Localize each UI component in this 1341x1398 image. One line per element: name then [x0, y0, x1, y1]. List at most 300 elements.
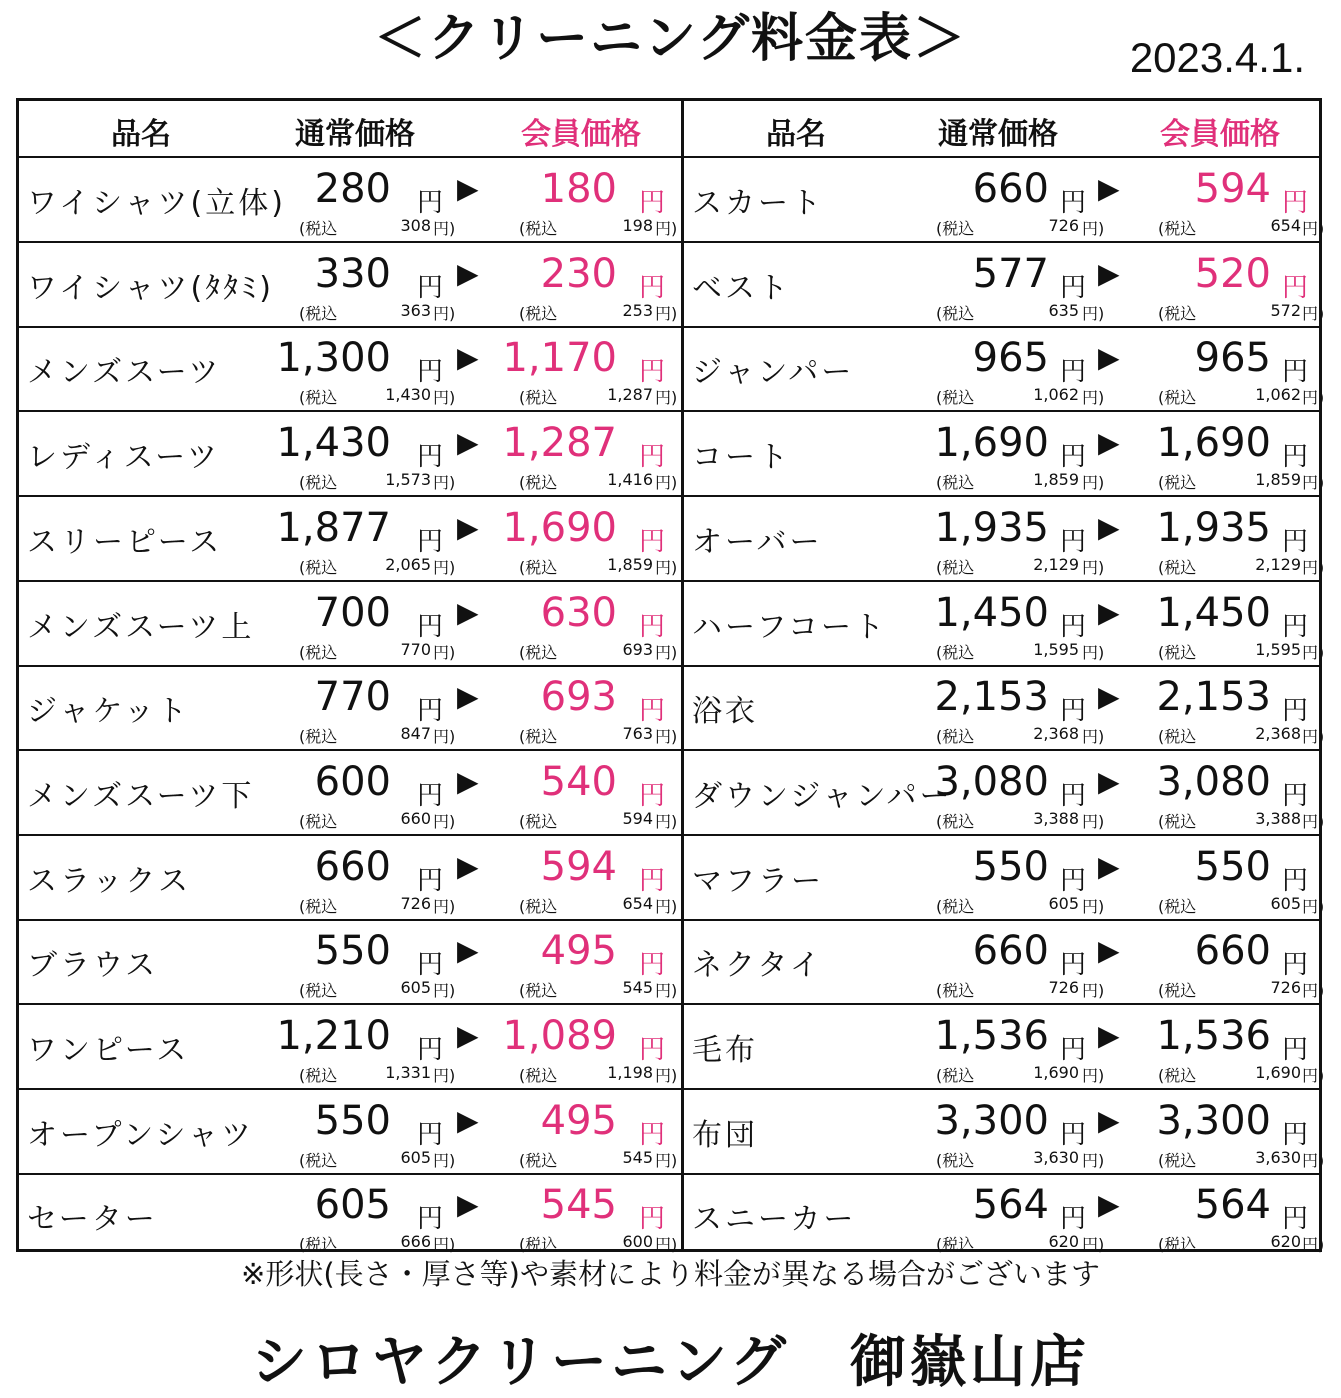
member-price-tax-included: 2,368: [1255, 724, 1301, 744]
item-name: スニーカー: [692, 1202, 857, 1238]
member-price: 495: [540, 1097, 617, 1144]
yen-unit: 円: [639, 272, 666, 303]
member-price: 1,690: [1156, 420, 1271, 467]
tax-suffix: 円): [433, 1150, 456, 1170]
yen-unit: 円: [639, 526, 666, 557]
tax-suffix: 円): [433, 642, 456, 662]
yen-unit: 円: [1060, 950, 1087, 981]
yen-unit: 円: [1060, 188, 1087, 218]
item-name: メンズスーツ下: [27, 778, 255, 814]
tax-prefix: (税込: [1158, 388, 1197, 408]
yen-unit: 円: [1060, 696, 1087, 727]
tax-suffix: 円): [1302, 811, 1325, 831]
member-price-tax-included: 1,595: [1255, 639, 1301, 659]
arrow-icon: ▶: [457, 595, 479, 629]
arrow-icon: ▶: [1098, 1103, 1120, 1137]
member-price: 965: [1194, 335, 1271, 382]
yen-unit: 円: [1282, 272, 1309, 303]
member-price: 630: [540, 589, 617, 636]
normal-price: 577: [972, 250, 1049, 297]
tax-prefix: (税込: [519, 473, 558, 493]
normal-price: 1,450: [934, 589, 1049, 636]
tax-suffix: 円): [433, 1235, 456, 1255]
item-name: ジャケット: [27, 694, 190, 730]
table-row: [19, 836, 681, 921]
item-name: セーター: [27, 1202, 158, 1238]
arrow-icon: ▶: [1098, 510, 1120, 544]
member-price-tax-included: 605: [1270, 893, 1301, 913]
normal-price: 1,430: [276, 420, 391, 467]
yen-unit: 円: [1060, 1035, 1087, 1065]
tax-suffix: 円): [433, 727, 456, 747]
yen-unit: 円: [1282, 1035, 1309, 1065]
normal-price: 1,536: [934, 1013, 1049, 1059]
tax-prefix: (税込: [1158, 896, 1197, 916]
tax-suffix: 円): [1302, 981, 1325, 1001]
yen-unit: 円: [1060, 272, 1087, 303]
member-price: 180: [540, 166, 617, 212]
yen-unit: 円: [1282, 696, 1309, 727]
yen-unit: 円: [417, 1035, 444, 1065]
normal-price: 550: [314, 928, 391, 975]
tax-prefix: (税込: [936, 473, 975, 493]
item-name: メンズスーツ: [27, 355, 222, 391]
tax-suffix: 円): [433, 219, 456, 238]
member-price-tax-included: 620: [1270, 1232, 1301, 1252]
tax-prefix: (税込: [519, 811, 558, 831]
table-row: [684, 412, 1325, 497]
normal-price-tax-included: 620: [1048, 1232, 1079, 1252]
item-name: ワンピース: [27, 1033, 190, 1068]
tax-prefix: (税込: [936, 219, 975, 238]
normal-price-tax-included: 605: [400, 1147, 431, 1167]
yen-unit: 円: [417, 442, 444, 473]
member-price-tax-included: 763: [622, 724, 653, 744]
tax-prefix: (税込: [299, 219, 338, 238]
tax-prefix: (税込: [936, 642, 975, 662]
item-name: ブラウス: [27, 948, 159, 984]
tax-suffix: 円): [1302, 896, 1325, 916]
member-price: 3,080: [1156, 758, 1271, 805]
table-row: [684, 666, 1325, 751]
yen-unit: 円: [1282, 442, 1309, 473]
yen-unit: 円: [417, 696, 444, 727]
member-price-tax-included: 3,630: [1255, 1147, 1301, 1167]
normal-price: 660: [972, 166, 1049, 212]
table-row: [684, 327, 1325, 412]
member-price-tax-included: 1,690: [1255, 1063, 1301, 1082]
price-table: [16, 98, 1325, 1255]
tax-prefix: (税込: [519, 981, 558, 1001]
table-row: [684, 1090, 1325, 1175]
item-name: マフラー: [692, 863, 824, 899]
normal-price: 3,080: [934, 758, 1049, 805]
tax-prefix: (税込: [1158, 219, 1197, 238]
tax-prefix: (税込: [299, 303, 338, 323]
item-name: 毛布: [692, 1033, 758, 1068]
yen-unit: 円: [1282, 780, 1309, 811]
tax-suffix: 円): [1082, 811, 1105, 831]
table-row: [19, 920, 681, 1005]
tax-prefix: (税込: [936, 981, 975, 1001]
normal-price-tax-included: 363: [400, 300, 431, 320]
table-row: [684, 497, 1325, 582]
tax-prefix: (税込: [519, 1066, 558, 1085]
yen-unit: 円: [417, 1119, 444, 1150]
member-price-tax-included: 1,859: [1255, 470, 1301, 490]
tax-suffix: 円): [1302, 1066, 1325, 1085]
tax-suffix: 円): [655, 1235, 678, 1255]
arrow-icon: ▶: [457, 426, 479, 460]
tax-suffix: 円): [1302, 219, 1325, 238]
tax-prefix: (税込: [1158, 1150, 1197, 1170]
normal-price: 550: [314, 1097, 391, 1144]
tax-prefix: (税込: [1158, 473, 1197, 493]
table-row: [19, 751, 681, 836]
tax-prefix: (税込: [299, 388, 338, 408]
tax-prefix: (税込: [519, 1235, 558, 1255]
normal-price: 660: [972, 928, 1049, 975]
yen-unit: 円: [639, 865, 666, 896]
member-price-tax-included: 1,859: [607, 554, 653, 574]
member-price-tax-included: 545: [622, 978, 653, 998]
tax-prefix: (税込: [1158, 642, 1197, 662]
tax-prefix: (税込: [519, 1150, 558, 1170]
table-row: [19, 327, 681, 412]
normal-price-tax-included: 1,331: [385, 1063, 431, 1082]
tax-prefix: (税込: [519, 557, 558, 577]
member-price: 594: [540, 843, 617, 890]
tax-prefix: (税込: [1158, 727, 1197, 747]
arrow-icon: ▶: [457, 341, 479, 375]
header-normal-price: 通常価格: [295, 117, 415, 152]
normal-price-tax-included: 847: [400, 724, 431, 744]
pricing-note: ※形状(長さ・厚さ等)や素材により料金が異なる場合がございます: [241, 1257, 1100, 1291]
normal-price: 700: [314, 589, 391, 636]
yen-unit: 円: [1060, 357, 1087, 388]
tax-prefix: (税込: [299, 1235, 338, 1255]
tax-suffix: 円): [655, 1150, 678, 1170]
tax-suffix: 円): [655, 1066, 678, 1085]
member-price-tax-included: 1,198: [607, 1063, 653, 1082]
header-member-price: 会員価格: [1160, 117, 1280, 152]
member-price: 1,935: [1156, 504, 1271, 551]
member-price: 230: [540, 250, 617, 297]
tax-suffix: 円): [655, 811, 678, 831]
yen-unit: 円: [639, 780, 666, 811]
normal-price: 1,877: [276, 504, 391, 551]
tax-suffix: 円): [433, 896, 456, 916]
item-name: オープンシャツ: [27, 1117, 254, 1153]
tax-suffix: 円): [1082, 557, 1105, 577]
tax-prefix: (税込: [299, 1150, 338, 1170]
member-price-tax-included: 572: [1270, 300, 1301, 320]
arrow-icon: ▶: [457, 680, 479, 714]
effective-date: 2023.4.1.: [1129, 34, 1305, 81]
tax-prefix: (税込: [936, 727, 975, 747]
normal-price-tax-included: 308: [400, 216, 431, 235]
yen-unit: 円: [639, 357, 666, 388]
tax-suffix: 円): [655, 727, 678, 747]
arrow-icon: ▶: [1098, 680, 1120, 714]
arrow-icon: ▶: [1098, 595, 1120, 629]
yen-unit: 円: [639, 611, 666, 642]
tax-suffix: 円): [1082, 473, 1105, 493]
item-name: スカート: [692, 186, 824, 221]
member-price: 545: [540, 1182, 617, 1229]
tax-suffix: 円): [655, 981, 678, 1001]
member-price: 1,690: [502, 504, 617, 551]
table-row: [19, 412, 681, 497]
tax-prefix: (税込: [1158, 557, 1197, 577]
header-normal-price: 通常価格: [938, 117, 1058, 152]
normal-price-tax-included: 1,595: [1033, 639, 1079, 659]
table-row: [684, 1174, 1325, 1259]
tax-suffix: 円): [1302, 727, 1325, 747]
tax-prefix: (税込: [936, 1235, 975, 1255]
yen-unit: 円: [417, 865, 444, 896]
normal-price-tax-included: 2,368: [1033, 724, 1079, 744]
yen-unit: 円: [1060, 1204, 1087, 1235]
tax-prefix: (税込: [299, 1066, 338, 1085]
member-price-tax-included: 545: [622, 1147, 653, 1167]
tax-suffix: 円): [1302, 303, 1325, 323]
normal-price: 2,153: [934, 674, 1049, 721]
yen-unit: 円: [1060, 780, 1087, 811]
tax-prefix: (税込: [936, 1066, 975, 1085]
member-price-tax-included: 1,287: [607, 385, 653, 405]
table-row: [19, 1174, 681, 1259]
tax-suffix: 円): [1082, 303, 1105, 323]
member-price-tax-included: 2,129: [1255, 554, 1301, 574]
table-row: [684, 836, 1325, 921]
tax-suffix: 円): [1082, 981, 1105, 1001]
item-name: スリーピース: [27, 524, 223, 560]
tax-prefix: (税込: [299, 727, 338, 747]
item-name: オーバー: [692, 524, 823, 560]
table-row: [19, 497, 681, 582]
yen-unit: 円: [417, 1204, 444, 1235]
item-name: ワイシャツ(立体): [27, 186, 286, 221]
yen-unit: 円: [1060, 611, 1087, 642]
member-price-tax-included: 198: [622, 216, 653, 235]
item-name: 布団: [692, 1117, 758, 1153]
member-price: 1,536: [1156, 1013, 1271, 1059]
yen-unit: 円: [639, 1035, 666, 1065]
yen-unit: 円: [1282, 1204, 1309, 1235]
yen-unit: 円: [639, 442, 666, 473]
tax-suffix: 円): [1302, 1235, 1325, 1255]
tax-prefix: (税込: [299, 981, 338, 1001]
normal-price: 1,690: [934, 420, 1049, 467]
yen-unit: 円: [639, 188, 666, 218]
yen-unit: 円: [1060, 526, 1087, 557]
yen-unit: 円: [1282, 526, 1309, 557]
tax-suffix: 円): [655, 642, 678, 662]
tax-suffix: 円): [1302, 642, 1325, 662]
member-price: 495: [540, 928, 617, 975]
normal-price-tax-included: 1,859: [1033, 470, 1079, 490]
item-name: 浴衣: [692, 694, 758, 730]
yen-unit: 円: [1282, 357, 1309, 388]
tax-suffix: 円): [1302, 388, 1325, 408]
page-title: ＜クリーニング料金表＞: [374, 9, 967, 69]
normal-price: 3,300: [934, 1097, 1049, 1144]
tax-prefix: (税込: [1158, 1066, 1197, 1085]
normal-price-tax-included: 1,430: [385, 385, 431, 405]
item-name: ダウンジャンパー: [692, 778, 953, 814]
yen-unit: 円: [417, 950, 444, 981]
tax-prefix: (税込: [519, 388, 558, 408]
normal-price-tax-included: 2,065: [385, 554, 431, 574]
tax-suffix: 円): [1082, 388, 1105, 408]
header-item-name: 品名: [111, 117, 171, 152]
item-name: ネクタイ: [692, 948, 823, 984]
tax-suffix: 円): [1082, 896, 1105, 916]
item-name: ハーフコート: [692, 609, 887, 645]
tax-prefix: (税込: [519, 896, 558, 916]
yen-unit: 円: [417, 188, 444, 218]
tax-suffix: 円): [655, 473, 678, 493]
table-row: [684, 1005, 1325, 1090]
member-price: 540: [540, 758, 617, 805]
tax-suffix: 円): [655, 219, 678, 238]
normal-price: 280: [314, 166, 391, 212]
item-name: スラックス: [27, 863, 192, 899]
yen-unit: 円: [417, 780, 444, 811]
normal-price: 330: [314, 250, 391, 297]
tax-prefix: (税込: [299, 473, 338, 493]
tax-suffix: 円): [1082, 1235, 1105, 1255]
normal-price-tax-included: 3,388: [1033, 808, 1079, 828]
tax-prefix: (税込: [936, 303, 975, 323]
table-row: [684, 582, 1325, 667]
yen-unit: 円: [1282, 865, 1309, 896]
yen-unit: 円: [1060, 1119, 1087, 1150]
member-price-tax-included: 726: [1270, 978, 1301, 998]
yen-unit: 円: [639, 1204, 666, 1235]
yen-unit: 円: [417, 272, 444, 303]
table-row: [19, 158, 681, 243]
arrow-icon: ▶: [1098, 849, 1120, 883]
tax-prefix: (税込: [519, 727, 558, 747]
table-row: [19, 666, 681, 751]
member-price-tax-included: 693: [622, 639, 653, 659]
arrow-icon: ▶: [457, 172, 479, 205]
member-price-tax-included: 3,388: [1255, 808, 1301, 828]
arrow-icon: ▶: [457, 1103, 479, 1137]
yen-unit: 円: [639, 696, 666, 727]
tax-suffix: 円): [433, 1066, 456, 1085]
member-price-tax-included: 1,416: [607, 470, 653, 490]
table-header-left: [19, 101, 681, 158]
normal-price-tax-included: 3,630: [1033, 1147, 1079, 1167]
arrow-icon: ▶: [457, 1019, 479, 1052]
tax-suffix: 円): [433, 388, 456, 408]
arrow-icon: ▶: [1098, 764, 1120, 798]
arrow-icon: ▶: [457, 510, 479, 544]
yen-unit: 円: [417, 526, 444, 557]
normal-price: 660: [314, 843, 391, 890]
arrow-icon: ▶: [1098, 426, 1120, 460]
arrow-icon: ▶: [1098, 341, 1120, 375]
tax-prefix: (税込: [519, 642, 558, 662]
normal-price-tax-included: 726: [1048, 978, 1079, 998]
member-price: 550: [1194, 843, 1271, 890]
member-price: 1,170: [502, 335, 617, 382]
header-item-name: 品名: [766, 117, 826, 152]
member-price-tax-included: 654: [622, 893, 653, 913]
tax-suffix: 円): [655, 557, 678, 577]
member-price-tax-included: 654: [1270, 216, 1301, 235]
tax-suffix: 円): [655, 388, 678, 408]
normal-price: 965: [972, 335, 1049, 382]
yen-unit: 円: [417, 357, 444, 388]
arrow-icon: ▶: [1098, 1019, 1120, 1052]
tax-prefix: (税込: [936, 811, 975, 831]
member-price: 594: [1194, 166, 1271, 212]
tax-prefix: (税込: [299, 557, 338, 577]
tax-suffix: 円): [1082, 1066, 1105, 1085]
member-price: 3,300: [1156, 1097, 1271, 1144]
normal-price-tax-included: 635: [1048, 300, 1079, 320]
yen-unit: 円: [1060, 442, 1087, 473]
tax-prefix: (税込: [1158, 981, 1197, 1001]
tax-prefix: (税込: [1158, 303, 1197, 323]
normal-price: 770: [314, 674, 391, 721]
arrow-icon: ▶: [1098, 172, 1120, 205]
tax-prefix: (税込: [519, 303, 558, 323]
tax-suffix: 円): [1302, 1150, 1325, 1170]
member-price: 693: [540, 674, 617, 721]
member-price-tax-included: 1,062: [1255, 385, 1301, 405]
normal-price: 550: [972, 843, 1049, 890]
member-price-tax-included: 253: [622, 300, 653, 320]
tax-prefix: (税込: [1158, 1235, 1197, 1255]
normal-price: 1,935: [934, 504, 1049, 551]
price-table-right: [684, 101, 1325, 1255]
member-price: 1,287: [502, 420, 617, 467]
tax-prefix: (税込: [936, 388, 975, 408]
tax-suffix: 円): [655, 303, 678, 323]
table-header-right: [684, 101, 1319, 158]
price-table-left: [19, 101, 681, 1255]
table-row: [19, 1090, 681, 1175]
table-row: [19, 582, 681, 667]
arrow-icon: ▶: [457, 849, 479, 883]
tax-prefix: (税込: [299, 642, 338, 662]
arrow-icon: ▶: [457, 764, 479, 798]
table-row: [19, 243, 681, 328]
normal-price: 605: [314, 1182, 391, 1229]
tax-prefix: (税込: [936, 896, 975, 916]
normal-price: 564: [972, 1182, 1049, 1229]
tax-suffix: 円): [1082, 642, 1105, 662]
yen-unit: 円: [1282, 611, 1309, 642]
yen-unit: 円: [1060, 865, 1087, 896]
yen-unit: 円: [1282, 950, 1309, 981]
member-price: 660: [1194, 928, 1271, 975]
normal-price-tax-included: 770: [400, 639, 431, 659]
item-name: メンズスーツ上: [27, 609, 255, 645]
item-name: ベスト: [692, 270, 791, 306]
member-price: 564: [1194, 1182, 1271, 1229]
shop-name: シロヤクリーニング 御嶽山店: [251, 1330, 1090, 1395]
item-name: ワイシャツ(ﾀﾀﾐ): [27, 270, 274, 306]
normal-price-tax-included: 726: [400, 893, 431, 913]
table-row: [19, 1005, 681, 1090]
tax-suffix: 円): [1082, 1150, 1105, 1170]
